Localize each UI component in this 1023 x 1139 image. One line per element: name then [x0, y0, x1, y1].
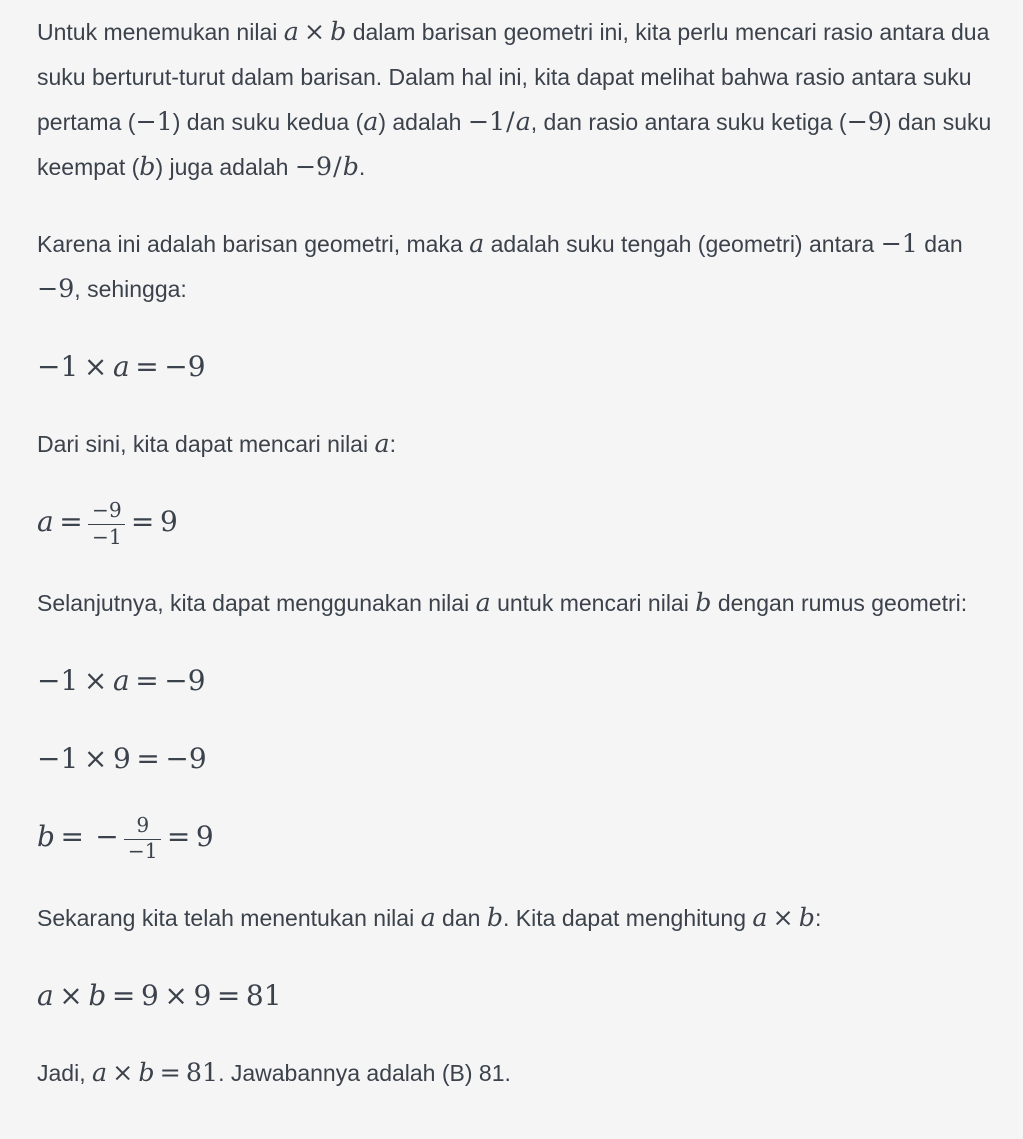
math-variable: b — [138, 1057, 155, 1087]
math-variable: a — [515, 107, 531, 136]
text-run: Karena ini adalah barisan geometri, maka — [37, 231, 470, 257]
text-run: dengan rumus geometri: — [711, 589, 968, 616]
math-variable: a — [37, 505, 54, 539]
math-number: −1 — [37, 350, 79, 383]
math-variable: b — [695, 587, 712, 617]
math-operator: × — [83, 663, 108, 697]
math-variable: a — [420, 902, 436, 932]
math-operator: = — [159, 1057, 181, 1087]
fraction-denominator: −1 — [88, 524, 125, 549]
math-variable: a — [752, 902, 768, 932]
math-variable: b — [88, 978, 107, 1012]
math-number: 9 — [195, 819, 214, 853]
blocks-container — [37, 10, 1011, 1096]
math-operator: = — [135, 350, 159, 383]
math-number: −1 — [880, 229, 918, 258]
text-run: ) dan suku kedua ( — [172, 109, 364, 135]
math-operator: × — [83, 741, 108, 775]
math-block — [37, 499, 1011, 549]
math-number: −9 — [164, 350, 206, 383]
math-operator: × — [164, 978, 188, 1012]
math-block — [37, 658, 1011, 704]
math-block — [37, 344, 1011, 390]
math-operator: = — [216, 978, 241, 1012]
math-variable: a — [283, 17, 299, 46]
math-operator: = — [135, 663, 159, 697]
math-variable: a — [112, 350, 130, 383]
math-variable: a — [91, 1057, 108, 1087]
math-variable: a — [363, 107, 379, 136]
math-block — [37, 814, 1011, 864]
text-run: . Kita dapat menghitung — [503, 904, 753, 931]
math-number: −9 — [294, 152, 333, 181]
math-number: −9 — [165, 741, 207, 775]
math-variable: b — [342, 152, 359, 181]
text-run: , dan rasio antara suku ketiga ( — [530, 109, 847, 135]
math-variable: b — [37, 819, 55, 853]
math-variable: a — [469, 229, 485, 258]
math-variable: b — [798, 902, 815, 932]
text-run: Jadi, — [37, 1059, 92, 1086]
paragraph — [37, 422, 1011, 467]
text-run: Dari sini, kita dapat mencari nilai — [37, 431, 375, 457]
paragraph — [37, 10, 1011, 190]
text-run: : — [389, 431, 396, 457]
math-variable: a — [475, 587, 491, 617]
text-run: Untuk menemukan nilai — [37, 19, 284, 45]
math-number: 9 — [193, 978, 212, 1012]
math-operator: × — [303, 17, 326, 46]
paragraph — [37, 222, 1011, 312]
math-variable: b — [330, 17, 347, 46]
text-run: Sekarang kita telah menentukan nilai — [37, 904, 421, 931]
paragraph — [37, 581, 1011, 626]
math-operator: = — [59, 505, 83, 539]
math-operator: × — [772, 902, 794, 932]
math-number: 9 — [112, 741, 131, 775]
math-operator: × — [112, 1057, 134, 1087]
text-run: dalam barisan geometri ini, kita perlu mencari rasio antara dua suku berturut-turut dalam barisan. Dalam hal ini, kita dapat melihat bahwa rasio antara suku pertama ( — [37, 19, 990, 135]
math-operator: − — [95, 819, 119, 853]
math-fraction — [88, 499, 125, 549]
paragraph — [37, 896, 1011, 941]
math-number: −9 — [37, 274, 75, 303]
math-number: −1 — [37, 741, 79, 775]
math-variable: b — [139, 152, 156, 181]
math-slash: / — [333, 152, 342, 181]
text-run: Selanjutnya, kita dapat menggunakan nilai — [37, 589, 476, 616]
fraction-denominator: −1 — [124, 839, 161, 864]
math-operator: × — [83, 350, 108, 383]
math-number: −1 — [467, 107, 506, 136]
math-fraction — [124, 814, 161, 864]
math-number: 81 — [245, 978, 282, 1012]
text-run: ) juga adalah — [155, 154, 295, 180]
text-run: : — [814, 904, 822, 931]
text-run: dan — [917, 231, 963, 257]
fraction-numerator: −9 — [91, 498, 122, 522]
math-operator: = — [130, 505, 155, 539]
text-run: . Jawabannya adalah (B) 81. — [218, 1059, 511, 1086]
math-variable: a — [374, 429, 390, 458]
text-run: dan — [435, 904, 487, 931]
paragraph — [37, 1051, 1011, 1096]
math-block — [37, 973, 1011, 1019]
math-variable: b — [486, 902, 504, 932]
math-slash: / — [506, 107, 515, 136]
math-number: −1 — [37, 663, 79, 697]
fraction-numerator: 9 — [136, 812, 150, 837]
math-variable: a — [112, 663, 130, 697]
math-operator: × — [59, 978, 83, 1012]
math-number: 9 — [159, 505, 178, 539]
math-operator: = — [166, 819, 191, 853]
math-block — [37, 736, 1011, 782]
math-variable: a — [37, 978, 54, 1012]
math-operator: = — [111, 978, 136, 1012]
math-number: 81 — [185, 1057, 219, 1087]
text-run: untuk mencari nilai — [490, 589, 696, 616]
math-number: −9 — [164, 663, 206, 697]
text-run: adalah suku tengah (geometri) antara — [484, 231, 881, 257]
text-run: ) adalah — [378, 109, 468, 135]
text-run: , sehingga: — [74, 276, 187, 302]
math-operator: = — [60, 819, 84, 853]
math-number: 9 — [140, 978, 159, 1012]
math-number: −1 — [135, 107, 173, 136]
text-run: . — [358, 154, 366, 180]
text-run: ) dan suku keempat ( — [37, 109, 992, 180]
math-operator: = — [136, 741, 160, 775]
math-number: −9 — [846, 107, 884, 136]
